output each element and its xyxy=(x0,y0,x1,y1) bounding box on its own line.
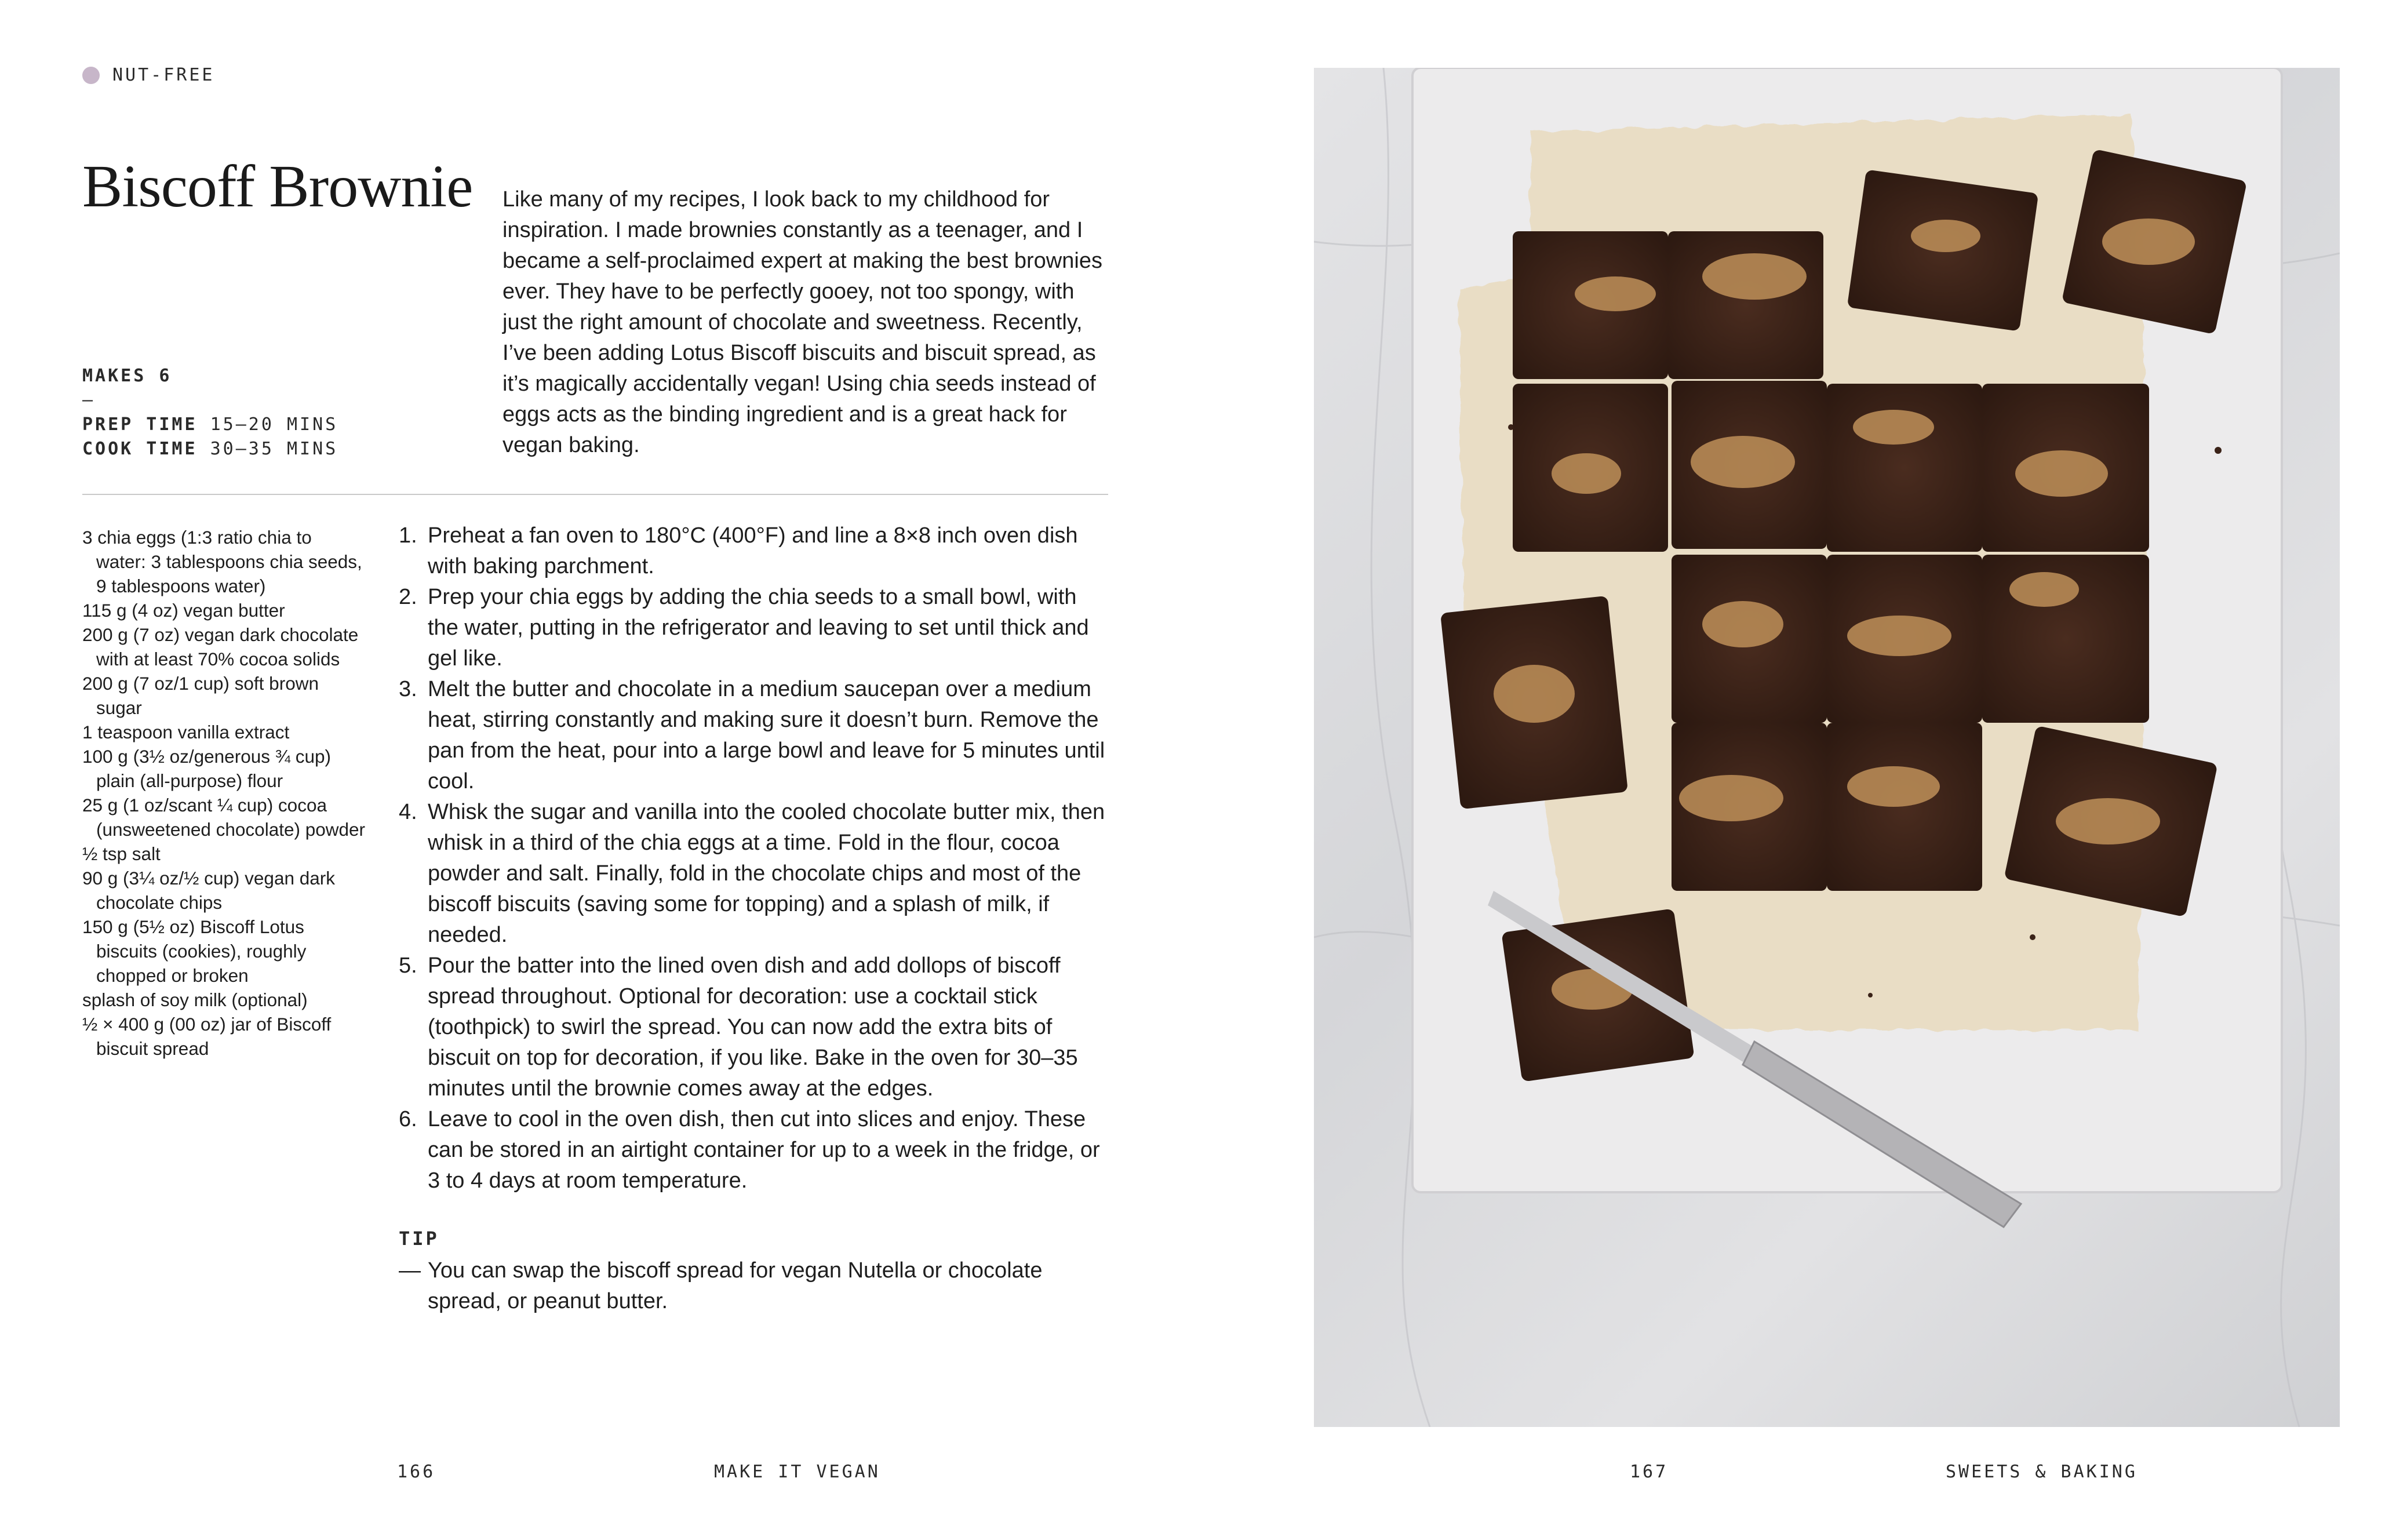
step-text: Leave to cool in the oven dish, then cut into slices and enjoy. These can be stored in an airtight container for up to a week in the fridge, or 3 to 4 days at room temperature. xyxy=(428,1107,1100,1193)
method-step xyxy=(399,582,1112,674)
step-number: 6. xyxy=(399,1107,417,1131)
method-steps xyxy=(399,520,1112,1196)
step-text: Whisk the sugar and vanilla into the cooled chocolate butter mix, then whisk in a third of the chia eggs at a time. Fold in the flour, cocoa powder and salt. Finally, fold in the chocolate chips and most of the biscoff biscuits (saving some for topping) and a splash of milk, if needed. xyxy=(428,800,1105,947)
ingredient-item: 90 g (3¼ oz/½ cup) vegan dark chocolate chips xyxy=(82,868,336,913)
makes-label: MAKES 6 xyxy=(82,366,172,386)
recipe-intro: Like many of my recipes, I look back to my childhood for inspiration. I made brownies constantly as a teenager, and I became a self-proclaimed expert at making the best brownies ever. They have to be perfectly gooey, not too spongy, with just the right amount of chocolate and sweetness. Recently, I’ve been adding Lotus Biscoff biscuits and biscuit spread, as it’s magically accidentally vegan! Using chia seeds instead of eggs acts as the binding ingredient and is a great hack for vegan baking. xyxy=(502,187,1102,457)
step-number: 5. xyxy=(399,953,417,978)
badge-label: NUT-FREE xyxy=(112,65,215,85)
left-running-footer: MAKE IT VEGAN xyxy=(714,1462,880,1482)
step-text: Pour the batter into the lined oven dish and add dollops of biscoff spread throughout. Optional for decoration: use a cocktail stick (toothpick) to swirl the spread. You can now add the extra bits of biscuit on top for decoration, if you like. Bake in the oven for 30–35 minutes until the brownie comes away at the edges. xyxy=(428,953,1078,1101)
method-step xyxy=(399,1104,1112,1196)
cook-time xyxy=(82,437,338,461)
method-step xyxy=(399,520,1112,582)
cook-time-value: 30–35 MINS xyxy=(210,439,338,459)
left-page-number: 166 xyxy=(397,1462,436,1482)
ingredient-item: 1 teaspoon vanilla extract xyxy=(82,722,290,742)
step-text: Preheat a fan oven to 180°C (400°F) and line a 8×8 inch oven dish with baking parchment. xyxy=(428,523,1078,578)
badge-dot-icon xyxy=(82,67,100,84)
dietary-badge xyxy=(82,65,215,85)
cook-time-label: COOK TIME xyxy=(82,439,198,459)
recipe-meta xyxy=(82,364,338,461)
section-divider xyxy=(82,494,1108,495)
step-text: Prep your chia eggs by adding the chia seeds to a small bowl, with the water, putting in the refrigerator and leaving to set until thick and gel like. xyxy=(428,585,1089,671)
ingredient-item: ½ tsp salt xyxy=(82,843,161,864)
prep-time xyxy=(82,413,338,437)
ingredient-item: 3 chia eggs (1:3 ratio chia to water: 3 tablespoons chia seeds, 9 tablespoons water) xyxy=(82,527,362,596)
ingredient-item: 100 g (3½ oz/generous ¾ cup) plain (all-purpose) flour xyxy=(82,746,332,791)
step-number: 4. xyxy=(399,800,417,824)
brownie-photo xyxy=(1314,68,2340,1427)
prep-time-value: 15–20 MINS xyxy=(210,414,338,435)
ingredient-item: 25 g (1 oz/scant ¼ cup) cocoa (unsweetened chocolate) powder xyxy=(82,795,366,840)
tip-text: You can swap the biscoff spread for vegan Nutella or chocolate spread, or peanut butter. xyxy=(428,1258,1043,1313)
tip-body xyxy=(399,1255,1112,1317)
method-step xyxy=(399,797,1112,951)
step-text: Melt the butter and chocolate in a medium saucepan over a medium heat, stirring constantly and making sure it doesn’t burn. Remove the pan from the heat, pour into a large bowl and leave for 5 minutes until cool. xyxy=(428,677,1105,793)
meta-separator: – xyxy=(82,390,96,410)
right-page-number: 167 xyxy=(1630,1462,1669,1482)
ingredient-item: ½ × 400 g (00 oz) jar of Biscoff biscuit spread xyxy=(82,1014,332,1059)
step-number: 3. xyxy=(399,677,417,701)
step-number: 2. xyxy=(399,585,417,609)
ingredient-item: 115 g (4 oz) vegan butter xyxy=(82,600,285,621)
tip-dash: — xyxy=(399,1258,421,1283)
ingredient-list xyxy=(82,525,366,1061)
method-step xyxy=(399,951,1112,1104)
ingredient-item: 200 g (7 oz/1 cup) soft brown sugar xyxy=(82,673,319,718)
ingredient-item: 150 g (5½ oz) Biscoff Lotus biscuits (cookies), roughly chopped or broken xyxy=(82,916,307,986)
ingredient-item: 200 g (7 oz) vegan dark chocolate with at least 70% cocoa solids xyxy=(82,624,359,669)
method-step xyxy=(399,674,1112,797)
step-number: 1. xyxy=(399,523,417,548)
recipe-title: Biscoff Brownie xyxy=(82,153,473,220)
right-running-footer: SWEETS & BAKING xyxy=(1946,1462,2138,1482)
ingredient-item: splash of soy milk (optional) xyxy=(82,989,308,1010)
prep-time-label: PREP TIME xyxy=(82,414,198,435)
tip-heading: TIP xyxy=(399,1228,439,1250)
